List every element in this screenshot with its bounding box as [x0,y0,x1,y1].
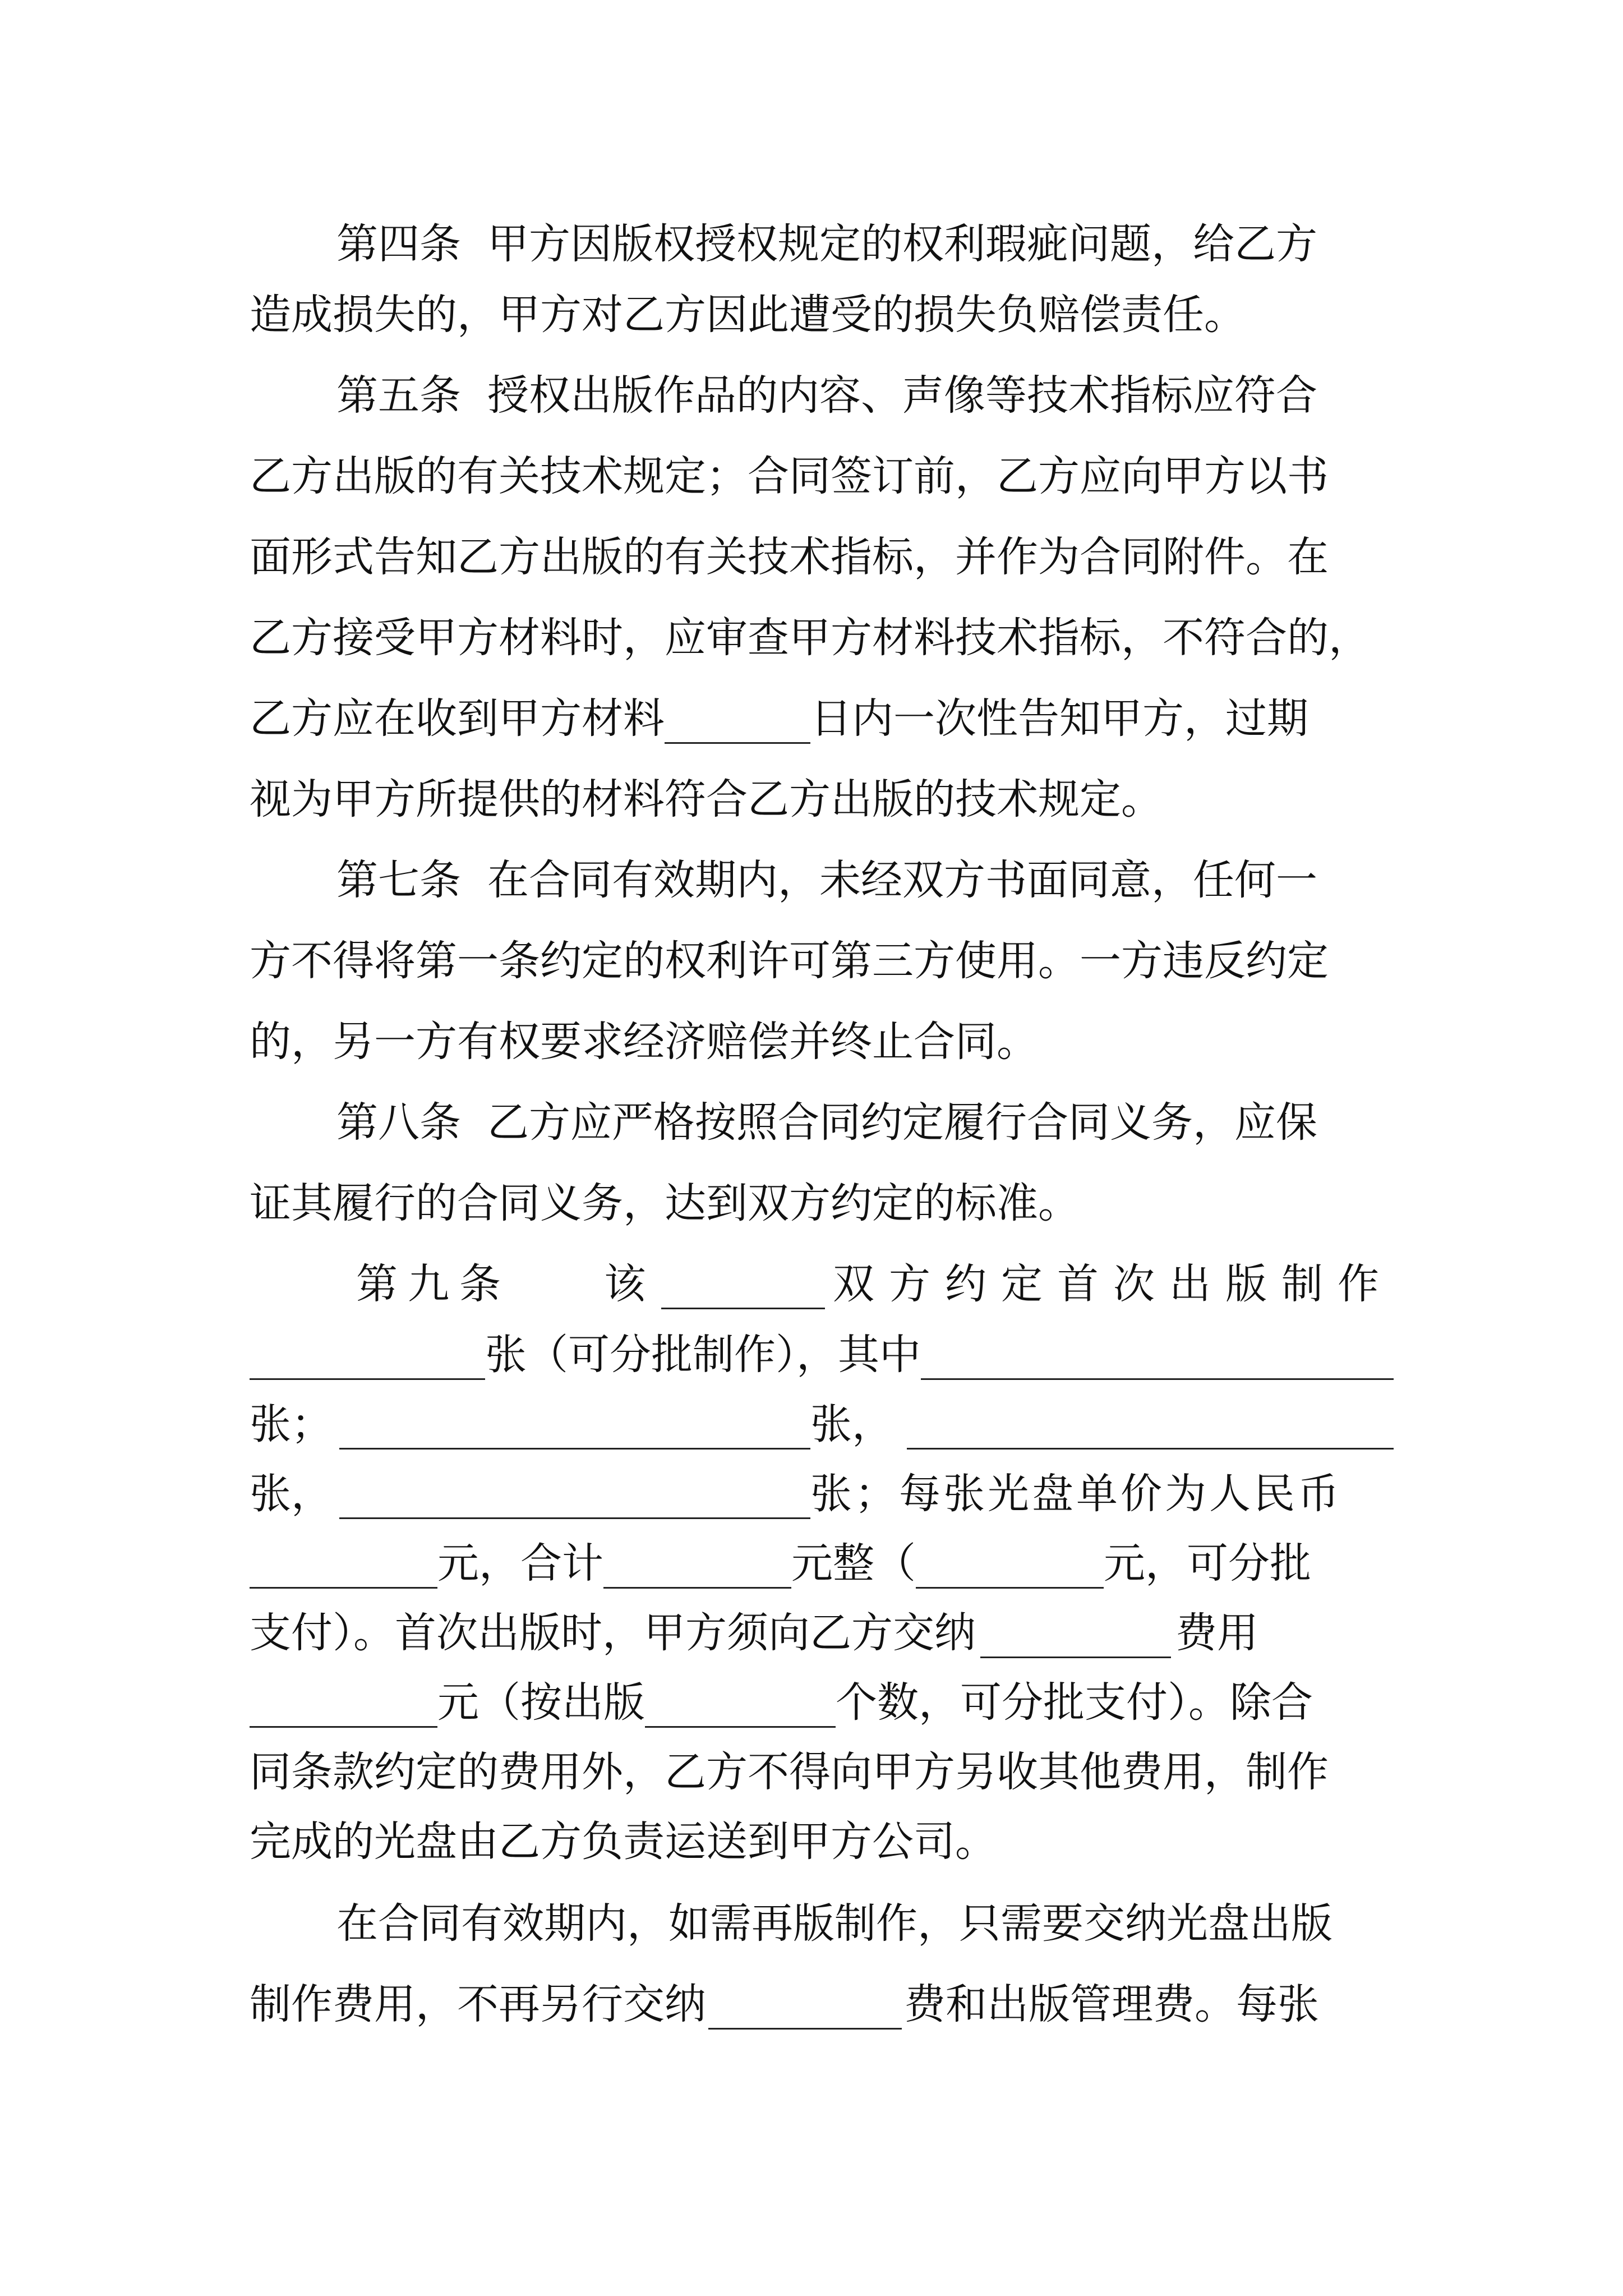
blank-product-field[interactable] [661,1266,825,1309]
text-segment: 第七条 在合同有效期内，未经双方书面同意，任何一 [336,856,1318,904]
blank-quantity-b-field[interactable] [339,1406,810,1450]
text-segment: 日内一次性告知甲方，过期 [810,694,1308,743]
text-segment: 乙方接受甲方材料时，应审查甲方材料技术指标，不符合的， [250,614,1370,662]
text-segment: 张；每张光盘单价为人民币 [810,1470,1342,1518]
blank-fee-name-field[interactable] [708,1986,902,2030]
article-5-line-5 [250,688,1394,749]
text-segment: 费和出版管理费。每张 [904,1980,1319,2028]
text-segment: 制作费用，不再另行交纳 [250,1980,706,2028]
blank-amount-figure-field[interactable] [916,1545,1104,1589]
text-segment: 同条款约定的费用外，乙方不得向甲方另收其他费用，制作 [250,1748,1329,1796]
text-segment: 完成的光盘由乙方负责运送到甲方公司。 [250,1818,997,1866]
article-7-line-3 [250,1011,1394,1073]
blank-unit-price-field[interactable] [250,1545,437,1589]
reprint-line-1 [336,1893,1394,1954]
text-segment: 个数，可分批支付）。除合 [836,1678,1313,1727]
text-segment: 面形式告知乙方出版的有关技术指标，并作为合同附件。在 [250,533,1329,581]
article-5-line-6 [250,769,1394,830]
text-segment: 第八条 乙方应严格按照合同约定履行合同义务，应保 [336,1098,1318,1147]
article-4-line-1 [336,213,1394,275]
blank-publication-count-field[interactable] [645,1685,836,1728]
article-4-line-2 [250,284,1394,346]
article-9-line-5 [250,1533,1394,1594]
text-segment: 元（按出版 [437,1678,645,1727]
text-segment: 元整（ [791,1539,916,1588]
blank-quantity-c-field[interactable] [907,1406,1394,1450]
blank-fee-type-field[interactable] [980,1615,1171,1658]
article-9-line-7 [250,1672,1394,1733]
text-segment: 第四条 甲方因版权授权规定的权利瑕疵问题，给乙方 [336,220,1318,268]
article-9-line-4 [250,1463,1394,1525]
blank-fee-amount-field[interactable] [250,1685,437,1728]
article-8-line-2 [250,1172,1394,1234]
text-segment: 费用 [1175,1609,1258,1657]
text-segment: 张， [810,1400,893,1448]
article-5-line-1 [336,365,1394,426]
text-segment: 张， [250,1470,333,1518]
text-segment: 造成损失的，甲方对乙方因此遭受的损失负赔偿责任。 [250,291,1246,339]
article-9-line-6 [250,1602,1394,1664]
text-segment: 证其履行的合同义务，达到双方约定的标准。 [250,1179,1080,1227]
article-9-line-2 [250,1324,1394,1386]
text-segment: 支付）。首次出版时，甲方须向乙方交纳 [250,1609,976,1657]
text-segment: 第五条 授权出版作品的内容、声像等技术指标应符合 [336,371,1318,420]
article-7-line-2 [250,930,1394,992]
text-segment: 元，合计 [437,1539,603,1588]
blank-total-amount-field[interactable] [603,1545,791,1589]
text-segment: 双方约定首次出版制作 [833,1260,1394,1308]
article-9-line-3 [250,1393,1394,1455]
article-9-line-1 [356,1253,1394,1315]
article-7-line-1 [336,849,1394,911]
text-segment: 张； [250,1400,333,1448]
article-5-line-3 [250,526,1394,588]
text-segment: 方不得将第一条约定的权利许可第三方使用。一方违反约定 [250,937,1329,985]
text-segment: 乙方出版的有关技术规定；合同签订前，乙方应向甲方以书 [250,452,1329,500]
blank-days-field[interactable] [665,701,810,744]
text-segment: 第九条 该 [356,1260,656,1308]
text-segment: 的，另一方有权要求经济赔偿并终止合同。 [250,1018,1038,1066]
article-5-line-2 [250,445,1394,507]
blank-quantity-a-field[interactable] [921,1337,1394,1380]
article-9-line-9 [250,1811,1394,1872]
blank-quantity-d-field[interactable] [339,1476,810,1519]
article-9-line-8 [250,1741,1394,1803]
reprint-line-2 [250,1973,1394,2035]
text-segment: 乙方应在收到甲方材料 [250,694,665,743]
article-8-line-1 [336,1092,1394,1153]
text-segment: 元，可分批 [1104,1539,1311,1588]
text-segment: 视为甲方所提供的材料符合乙方出版的技术规定。 [250,775,1163,823]
text-segment: 在合同有效期内，如需再版制作，只需要交纳光盘出版 [336,1899,1332,1948]
blank-total-quantity-field[interactable] [250,1337,485,1380]
article-5-line-4 [250,607,1394,669]
text-segment: 张（可分批制作），其中 [485,1331,921,1379]
